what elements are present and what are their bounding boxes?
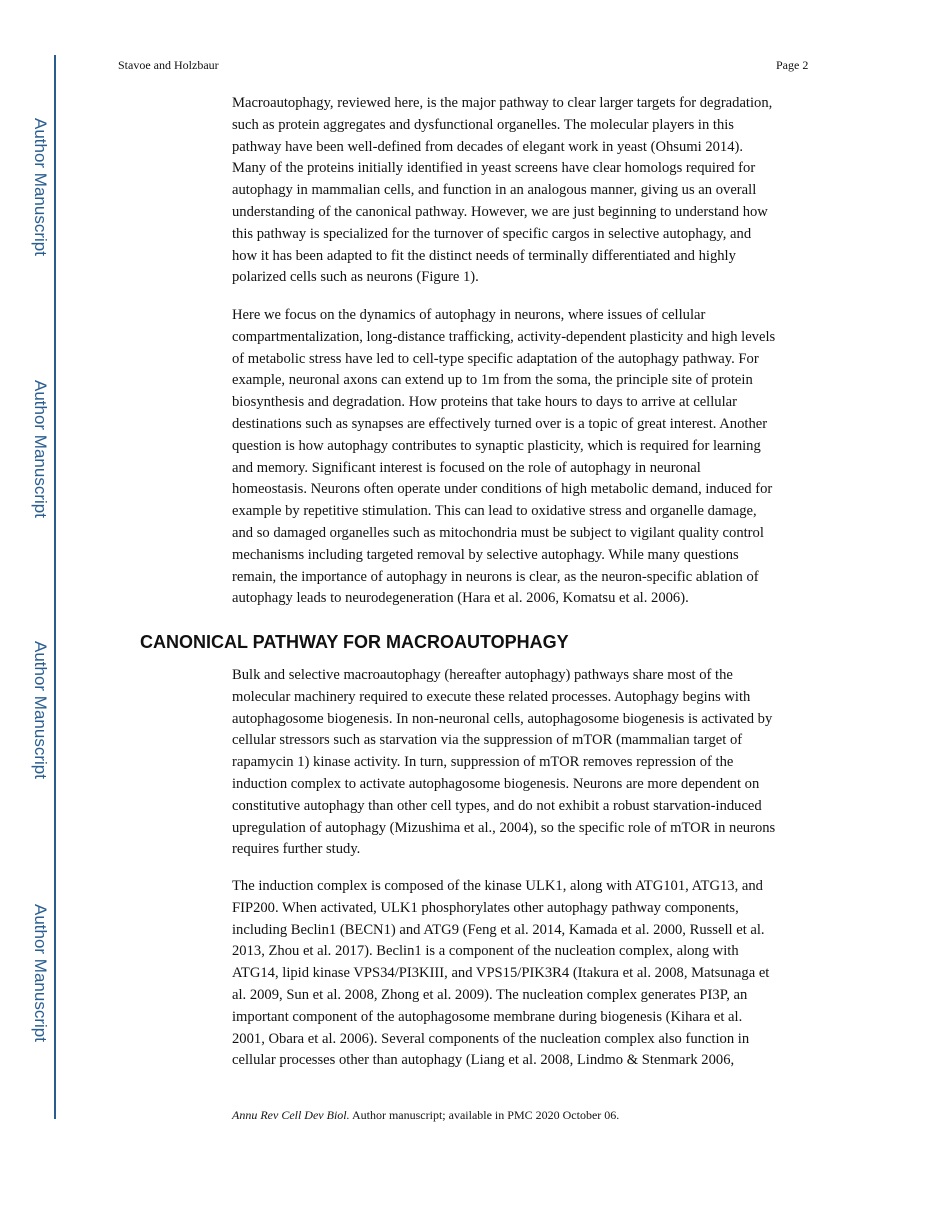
text-line: pathway have been well-defined from decades of elegant work in yeast (Ohsumi 2014).	[232, 138, 744, 155]
text-line: how it has been adapted to fit the distinct needs of terminally differentiated and highly	[232, 247, 736, 264]
text-line: Here we focus on the dynamics of autophagy in neurons, where issues of cellular	[232, 307, 706, 323]
margin-rule	[54, 55, 56, 1119]
journal-name: Annu Rev Cell Dev Biol.	[232, 1108, 350, 1122]
text-line: cellular processes other than autophagy (Liang et al. 2008, Lindmo & Stenmark 2006,	[232, 1052, 735, 1069]
text-line: including Beclin1 (BECN1) and ATG9 (Feng et al. 2014, Kamada et al. 2000, Russell et al.	[232, 921, 765, 938]
text-line: autophagy leads to neurodegeneration (Hara et al. 2006, Komatsu et al. 2006).	[232, 590, 689, 607]
text-line: example by repetitive stimulation. This can lead to oxidative stress and organelle damage,	[232, 503, 757, 520]
text-line: understanding of the canonical pathway. However, we are just beginning to understand how	[232, 203, 768, 220]
text-line: biosynthesis and degradation. How proteins that take hours to days to arrive at cellular	[232, 394, 737, 411]
text-line: induction complex to activate autophagosome biogenesis. Neurons are more dependent on	[232, 775, 760, 792]
text-line: Macroautophagy, reviewed here, is the major pathway to clear larger targets for degradation,	[232, 95, 773, 111]
author-manuscript-text: Author Manuscript	[31, 118, 50, 256]
text-line: autophagosome biogenesis. In non-neuronal cells, autophagosome biogenesis is activated by	[232, 710, 773, 727]
text-line: FIP200. When activated, ULK1 phosphorylates other autophagy pathway components,	[232, 899, 739, 916]
text-line: polarized cells such as neurons (Figure 1).	[232, 269, 479, 286]
footer	[232, 1108, 619, 1123]
text-line: Many of the proteins initially identified in yeast screens have clear homologs required for	[232, 160, 756, 177]
page-number: Page 2	[776, 58, 809, 72]
text-line: such as protein aggregates and dysfunctional organelles. The molecular players in this	[232, 116, 734, 133]
paragraph	[232, 305, 832, 610]
footer-note: Author manuscript; available in PMC 2020 October 06.	[349, 1108, 620, 1122]
text-line: constitutive autophagy than other cell types, and do not exhibit a robust starvation-induced	[232, 797, 762, 814]
text-line: important component of the autophagosome membrane during biogenesis (Kihara et al.	[232, 1008, 743, 1025]
text-line: molecular machinery required to execute these related processes. Autophagy begins with	[232, 688, 751, 705]
text-line: al. 2009, Sun et al. 2008, Zhong et al. 2009). The nucleation complex generates PI3P, an	[232, 986, 748, 1003]
text-line: Bulk and selective macroautophagy (hereafter autophagy) pathways share most of the	[232, 667, 733, 683]
author-manuscript-text: Author Manuscript	[31, 641, 50, 779]
text-line: this pathway is specialized for the turnover of specific cargos in selective autophagy, and	[232, 225, 752, 242]
text-line: compartmentalization, long-distance trafficking, activity-dependent plasticity and high levels	[232, 328, 776, 345]
text-line: example, neuronal axons can extend up to 1m from the soma, the principle site of protein	[232, 372, 753, 389]
running-header-authors: Stavoe and Holzbaur	[118, 58, 219, 72]
paragraph	[232, 876, 832, 1072]
text-line: upregulation of autophagy (Mizushima et al., 2004), so the specific role of mTOR in neurons	[232, 819, 776, 836]
text-line: of metabolic stress have led to cell-type specific adaptation of the autophagy pathway. For	[232, 350, 759, 367]
text-line: autophagy in mammalian cells, and function in an analogous manner, giving us an overall	[232, 182, 757, 199]
text-line: requires further study.	[232, 841, 361, 858]
text-line: question is how autophagy contributes to synaptic plasticity, which is required for learning	[232, 437, 761, 454]
author-manuscript-text: Author Manuscript	[31, 380, 50, 518]
paragraph	[232, 93, 832, 289]
text-line: 2001, Obara et al. 2006). Several components of the nucleation complex also function in	[232, 1030, 750, 1047]
text-line: mechanisms including targeted removal by selective autophagy. While many questions	[232, 546, 739, 563]
text-line: rapamycin 1) kinase activity. In turn, suppression of mTOR removes repression of the	[232, 754, 734, 771]
author-manuscript-text: Author Manuscript	[31, 904, 50, 1042]
text-line: destinations such as synapses are effectively turned over is a topic of great interest. Another	[232, 415, 768, 432]
text-line: ATG14, lipid kinase VPS34/PI3KIII, and VPS15/PIK3R4 (Itakura et al. 2008, Matsunaga et	[232, 965, 770, 982]
paragraph	[232, 665, 832, 861]
text-line: 2013, Zhou et al. 2017). Beclin1 is a component of the nucleation complex, along with	[232, 943, 739, 960]
text-line: and memory. Significant interest is focused on the role of autophagy in neuronal	[232, 459, 701, 476]
text-line: The induction complex is composed of the kinase ULK1, along with ATG101, ATG13, and	[232, 878, 763, 894]
text-line: and so damaged organelles such as mitochondria must be subject to vigilant quality control	[232, 524, 764, 541]
section-heading: CANONICAL PATHWAY FOR MACROAUTOPHAGY	[140, 632, 569, 652]
text-line: remain, the importance of autophagy in neurons is clear, as the neuron-specific ablation of	[232, 568, 759, 585]
text-line: homeostasis. Neurons often operate under conditions of high metabolic demand, induced for	[232, 481, 773, 498]
text-line: cellular stressors such as starvation via the suppression of mTOR (mammalian target of	[232, 732, 743, 749]
